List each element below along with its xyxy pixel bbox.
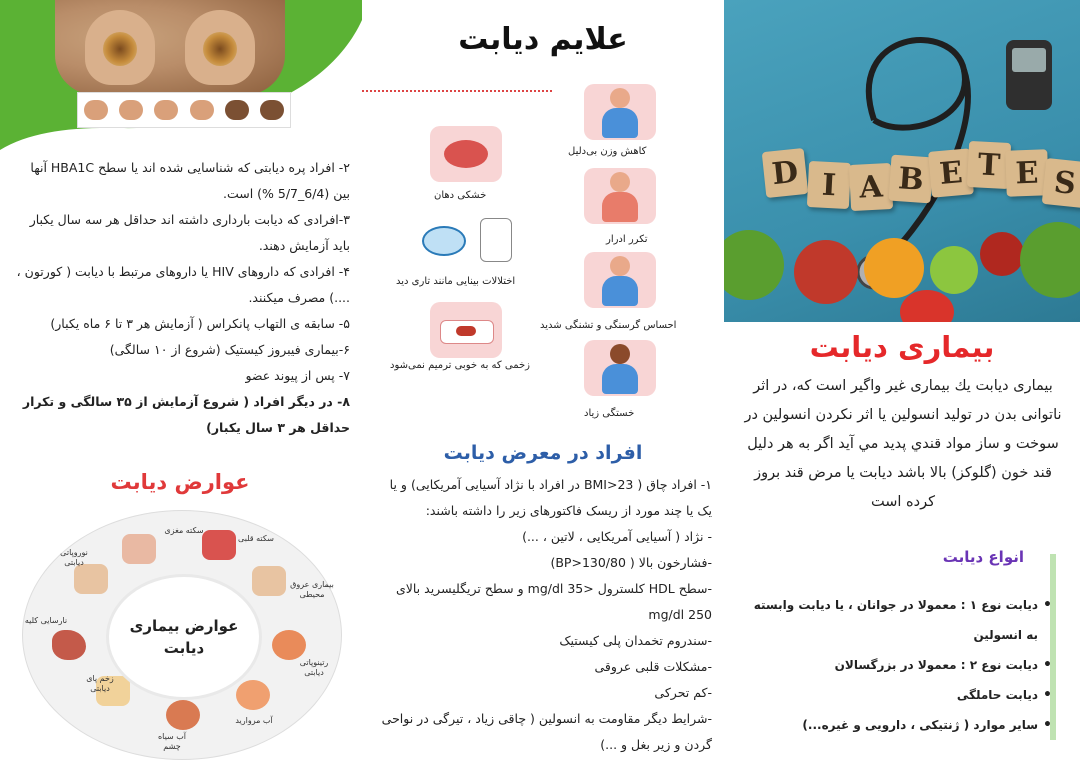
screening-item: ۷- پس از پیوند عضو: [245, 368, 350, 383]
brain-icon: [122, 534, 156, 564]
label-stroke: سکته مغزی: [164, 526, 204, 535]
screening-list: [14, 155, 350, 441]
screening-item: ۶-بیماری فیبروز کیستیک (شروع از ۱۰ سالگی): [109, 342, 350, 357]
letter-tile: E: [928, 148, 974, 197]
foot-ulcer-stages-strip: [77, 92, 291, 128]
green-apple-image: [930, 246, 978, 294]
wound-illustration: [430, 302, 502, 358]
label-vascular: بیماری عروق محیطی: [290, 580, 334, 599]
orange-image: [864, 238, 924, 298]
screening-item: ۳-افرادی که دیابت بارداری داشته اند حداقل هر سه سال یکبار باید آزمایش دهند.: [29, 212, 350, 253]
letter-tile: E: [1005, 149, 1049, 196]
symptom-urination: تکرر ادرار: [606, 234, 648, 245]
label-heart: سکته قلبی: [238, 534, 274, 543]
cataract-eye-icon: [236, 680, 270, 710]
screening-item-bold: ۸- در دیگر افراد ( شروع آزمایش از ۳۵ سالگی و تکرار حداقل هر ۳ سال یکبار): [22, 394, 350, 435]
letter-tile: T: [967, 141, 1011, 189]
glucose-meter-icon: [1006, 40, 1052, 110]
wheel-center: [106, 574, 262, 700]
screening-item: ۴- افرادی که داروهای HIV یا داروهای مرتبط با دیابت ( کورتون ، ....) مصرف میکنند.: [16, 264, 350, 305]
left-panel: [0, 0, 362, 764]
type-item: • دیابت نوع ۲ : معمولا در بزرگسالان: [738, 650, 1038, 680]
decorative-divider: [362, 90, 552, 92]
letter-tile: A: [849, 163, 893, 211]
glaucoma-eye-icon: [166, 700, 200, 730]
type-item: • سایر موارد ( ژنتیکی ، دارویی و غیره...): [738, 710, 1038, 740]
left-foot-image: [85, 10, 155, 85]
heart-icon: [202, 530, 236, 560]
retina-icon: [272, 630, 306, 660]
letter-tile: B: [888, 155, 933, 204]
risk-item: -سندروم تخمدان پلی کیستیک: [559, 633, 712, 648]
risk-item: -کم تحرکی: [654, 685, 712, 700]
symptom-weight-loss: کاهش وزن بی‌دلیل: [568, 146, 647, 157]
risk-item: -مشکلات قلبی عروقی: [594, 659, 712, 674]
type-item: • دیابت نوع ۱ : معمولا در جوانان ، یا دیابت وابسته به انسولین: [738, 590, 1038, 650]
nerve-leg-icon: [74, 564, 108, 594]
letter-tile: S: [1042, 158, 1080, 208]
symptom-dry-mouth: خشکی دهان: [434, 190, 487, 201]
label-neuropathy: نوروپاتی دیابتی: [60, 548, 88, 567]
types-title: انواع دیابت: [942, 548, 1024, 566]
letter-tile: D: [762, 148, 809, 198]
risk-item: -شرایط دیگر مقاومت به انسولین ( چاقی زیاد ، تیرگی در نواحی گردن و زیر بغل و ...): [381, 711, 712, 752]
label-glaucoma: آب سیاه چشم: [157, 732, 187, 751]
symptoms-title: علایم دیابت: [458, 22, 628, 57]
disease-title: بیماری دیابت: [809, 330, 995, 364]
label-cataract: آب مروارید: [235, 716, 273, 725]
risk-item: ۱- افراد چاق ( BMI>23 در افراد با نژاد آسیایی آمریکایی) و یا یک یا چند مورد از ریسک فاکتورهای زیر را داشته باشند:: [389, 477, 712, 518]
complications-title: عوارض دیابت: [110, 470, 250, 494]
risk-item: -فشارخون بالا ( BP>130/80): [550, 555, 712, 570]
types-list: [738, 590, 1056, 740]
dry-mouth-illustration: [430, 126, 502, 182]
symptom-hunger-thirst: احساس گرسنگی و تشنگی شدید: [540, 320, 677, 331]
wheel-center-text: عوارض بیماری دیابت: [129, 617, 239, 657]
urination-illustration: [584, 168, 656, 224]
symptom-vision: اختلالات بینایی مانند تاری دید: [396, 276, 516, 287]
complications-wheel: [22, 510, 340, 758]
diabetic-foot-photo: [55, 0, 285, 95]
letter-tile: I: [807, 161, 851, 209]
risk-list: [376, 472, 712, 758]
label-retina: رتینوپاتی دیابتی: [299, 658, 329, 677]
right-panel: [724, 0, 1080, 764]
legs-icon: [252, 566, 286, 596]
thirst-illustration: [584, 252, 656, 308]
label-foot: زخم پای دیابتی: [86, 674, 114, 693]
fatigue-illustration: [584, 340, 656, 396]
screening-item: ۲- افراد پره دیابتی که شناسایی شده اند یا سطح HBA1C آنها بین (6/4_5/7 %) است.: [30, 160, 350, 201]
middle-panel: [362, 0, 724, 764]
type-item: • دیابت حاملگی: [738, 680, 1038, 710]
berries-image: [980, 232, 1024, 276]
risk-item: - نژاد ( آسیایی آمریکایی ، لاتین ، ...): [522, 529, 712, 544]
right-foot-image: [185, 10, 255, 85]
risk-item: -سطح HDL کلسترول <35 mg/dl و سطح تریگلیسرید بالای 250 mg/dl: [395, 581, 712, 622]
blurred-vision-illustration: [418, 212, 518, 266]
symptom-fatigue: خستگی زیاد: [584, 408, 635, 419]
risk-title: افراد در معرض دیابت: [443, 442, 643, 464]
disease-description: بیماری دیابت یك بیماری غیر واگیر است كه، در اثر ناتوانی بدن در تولید انسولین یا اثر نكردن انسولین در سوخت و ساز مواد قندي پدید مي آید اگر به هر دلیل قند خون (گلوكز) بالا باشد دیابت یا مرض قند بروز كرده است: [744, 378, 1062, 510]
screening-item: ۵- سابقه ی التهاب پانکراس ( آزمایش هر ۳ تا ۶ ماه یکبار): [50, 316, 350, 331]
kidney-icon: [52, 630, 86, 660]
weight-loss-illustration: [584, 84, 656, 140]
apple-image: [794, 240, 858, 304]
symptom-wounds: زخمی که به خوبی ترمیم نمی‌شود: [390, 360, 530, 371]
diabetes-cover-photo: [724, 0, 1080, 322]
label-kidney: نارسایی کلیه: [24, 616, 68, 625]
